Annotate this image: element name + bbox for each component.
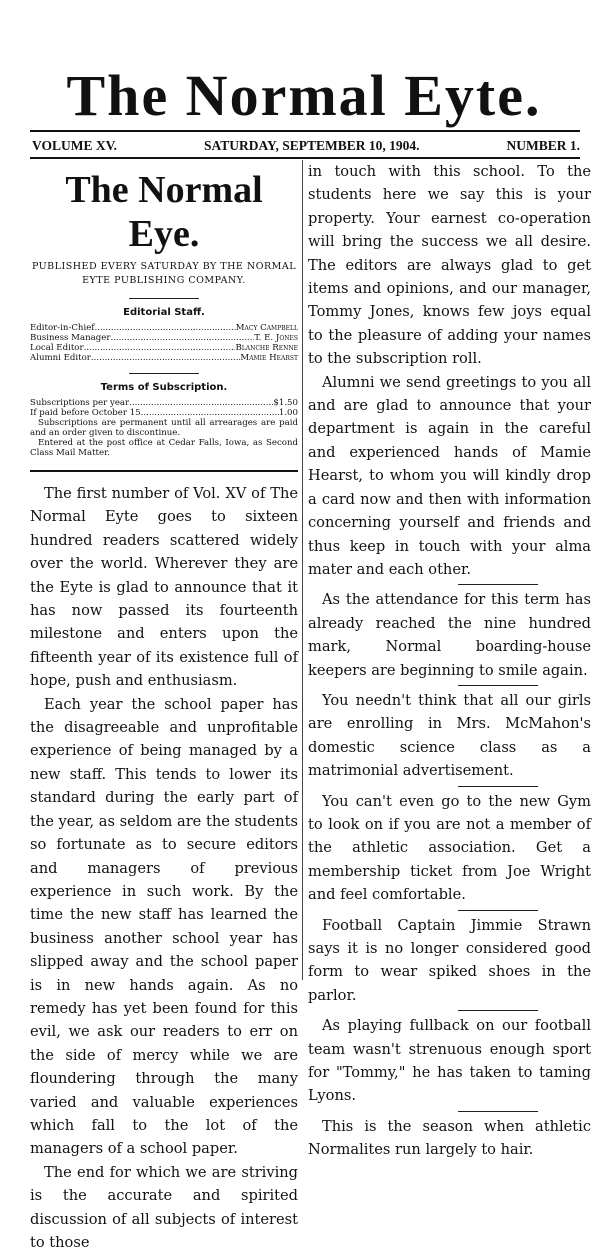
date: SATURDAY, SEPTEMBER 10, 1904. <box>203 138 420 153</box>
staff-list <box>30 323 298 363</box>
paragraph: You needn't think that all our girls are enrolling in Mrs. McMahon's domestic science class as a matrimonial advertisement. <box>308 691 591 780</box>
role: Alumni Editor <box>30 353 91 363</box>
column-divider <box>302 160 303 980</box>
name: Macy Campbell <box>235 323 298 333</box>
divider <box>30 157 580 159</box>
divider <box>129 373 199 374</box>
label: If paid before October 15 <box>30 408 141 418</box>
label: Subscriptions per year <box>30 398 130 408</box>
paragraph: Each year the school paper has the disagreeable and unprofitable experience of being managed by a new staff. This tends to lower its standard during the early part of the year, as seldom are the students so fortunate as to secure editors and managers of previous experience in such work. By the time the new staff has learned the business another school year has slipped away and the school paper is in new hands again. As no remedy has yet been found for this evil, we ask our readers to err on the side of mercy while we are floundering through the many varied and valuable experiences which fall to the lot of the managers of a school paper. <box>30 695 298 1158</box>
paragraph: As playing fullback on our football team wasn't strenuous enough sport for "Tommy," he has taken to taming Lyons. <box>308 1017 591 1105</box>
staff-row <box>30 343 298 353</box>
paragraph: The end for which we are striving is the accurate and spirited discussion of all subjects of interest to those <box>30 1163 298 1251</box>
volume: VOLUME XV. <box>32 138 117 153</box>
role: Editor-in-Chief <box>30 323 95 333</box>
left-column <box>30 164 298 1254</box>
divider <box>30 470 298 472</box>
divider <box>458 1010 538 1011</box>
price: $1.50 <box>273 398 298 408</box>
divider <box>458 910 538 911</box>
name: Mamie Hearst <box>240 353 298 363</box>
staff-row <box>30 323 298 333</box>
paragraph: Alumni we send greetings to you all and are glad to announce that your department is again in the careful and experienced hands of Mamie Hearst, to whom you will kindly drop a card now and then with information concerning yourself and friends and thus keep in touch with your alma mater and each other. <box>308 373 591 578</box>
box-title: The Normal Eye. <box>65 169 263 255</box>
terms-list <box>30 398 298 418</box>
divider <box>30 130 580 132</box>
divider <box>129 298 199 299</box>
paragraph: in touch with this school. To the students here we say this is your property. Your earnest co-operation will bring the success we all desire. The editors are always glad to get items and opinions, and our manager, Tommy Jones, knows few joys equal to the pleasure of adding your names to the subscription roll. <box>308 163 591 368</box>
name: T. E. Jones <box>254 333 298 343</box>
note: Subscriptions are permanent until all arrearages are paid and an order given to discontinue. <box>30 418 298 438</box>
issue-line <box>32 138 580 154</box>
staff-row <box>30 333 298 343</box>
staff-heading: Editorial Staff. <box>123 307 205 318</box>
masthead-title: The Normal Eyte. <box>66 63 542 128</box>
note: Entered at the post office at Cedar Falls, Iowa, as Second Class Mail Matter. <box>30 438 298 458</box>
role: Local Editor <box>30 343 84 353</box>
role: Business Manager <box>30 333 111 343</box>
divider <box>458 786 538 787</box>
divider <box>458 685 538 686</box>
right-column <box>308 160 591 1162</box>
divider <box>458 584 538 585</box>
terms-row <box>30 398 298 408</box>
paragraph: Football Captain Jimmie Strawn says it is no longer considered good form to wear spiked shoes in the parlor. <box>308 916 591 1004</box>
paragraph: The first number of Vol. XV of The Normal Eyte goes to sixteen hundred readers scattered widely over the world. Wherever they are the Eyte is glad to announce that it has now passed its fourteenth milestone and enters upon the fifteenth year of its existence full of hope, push and enthusiasm. <box>30 485 298 690</box>
publisher-line: PUBLISHED EVERY SATURDAY BY THE NORMAL EYTE PUBLISHING COMPANY. <box>31 261 297 286</box>
terms-row <box>30 408 298 418</box>
issue-number: NUMBER 1. <box>506 138 580 153</box>
paragraph: As the attendance for this term has already reached the nine hundred mark, Normal boarding-house keepers are beginning to smile again. <box>308 591 591 679</box>
name: Blanche Renne <box>235 343 298 353</box>
paragraph: This is the season when athletic Normalites run largely to hair. <box>308 1117 591 1159</box>
paragraph: You can't even go to the new Gym to look on if you are not a member of the athletic association. Get a membership ticket from Joe Wright and feel comfortable. <box>308 792 591 904</box>
divider <box>458 1111 538 1112</box>
price: 1.00 <box>278 408 298 418</box>
terms-heading: Terms of Subscription. <box>100 382 228 393</box>
staff-row <box>30 353 298 363</box>
